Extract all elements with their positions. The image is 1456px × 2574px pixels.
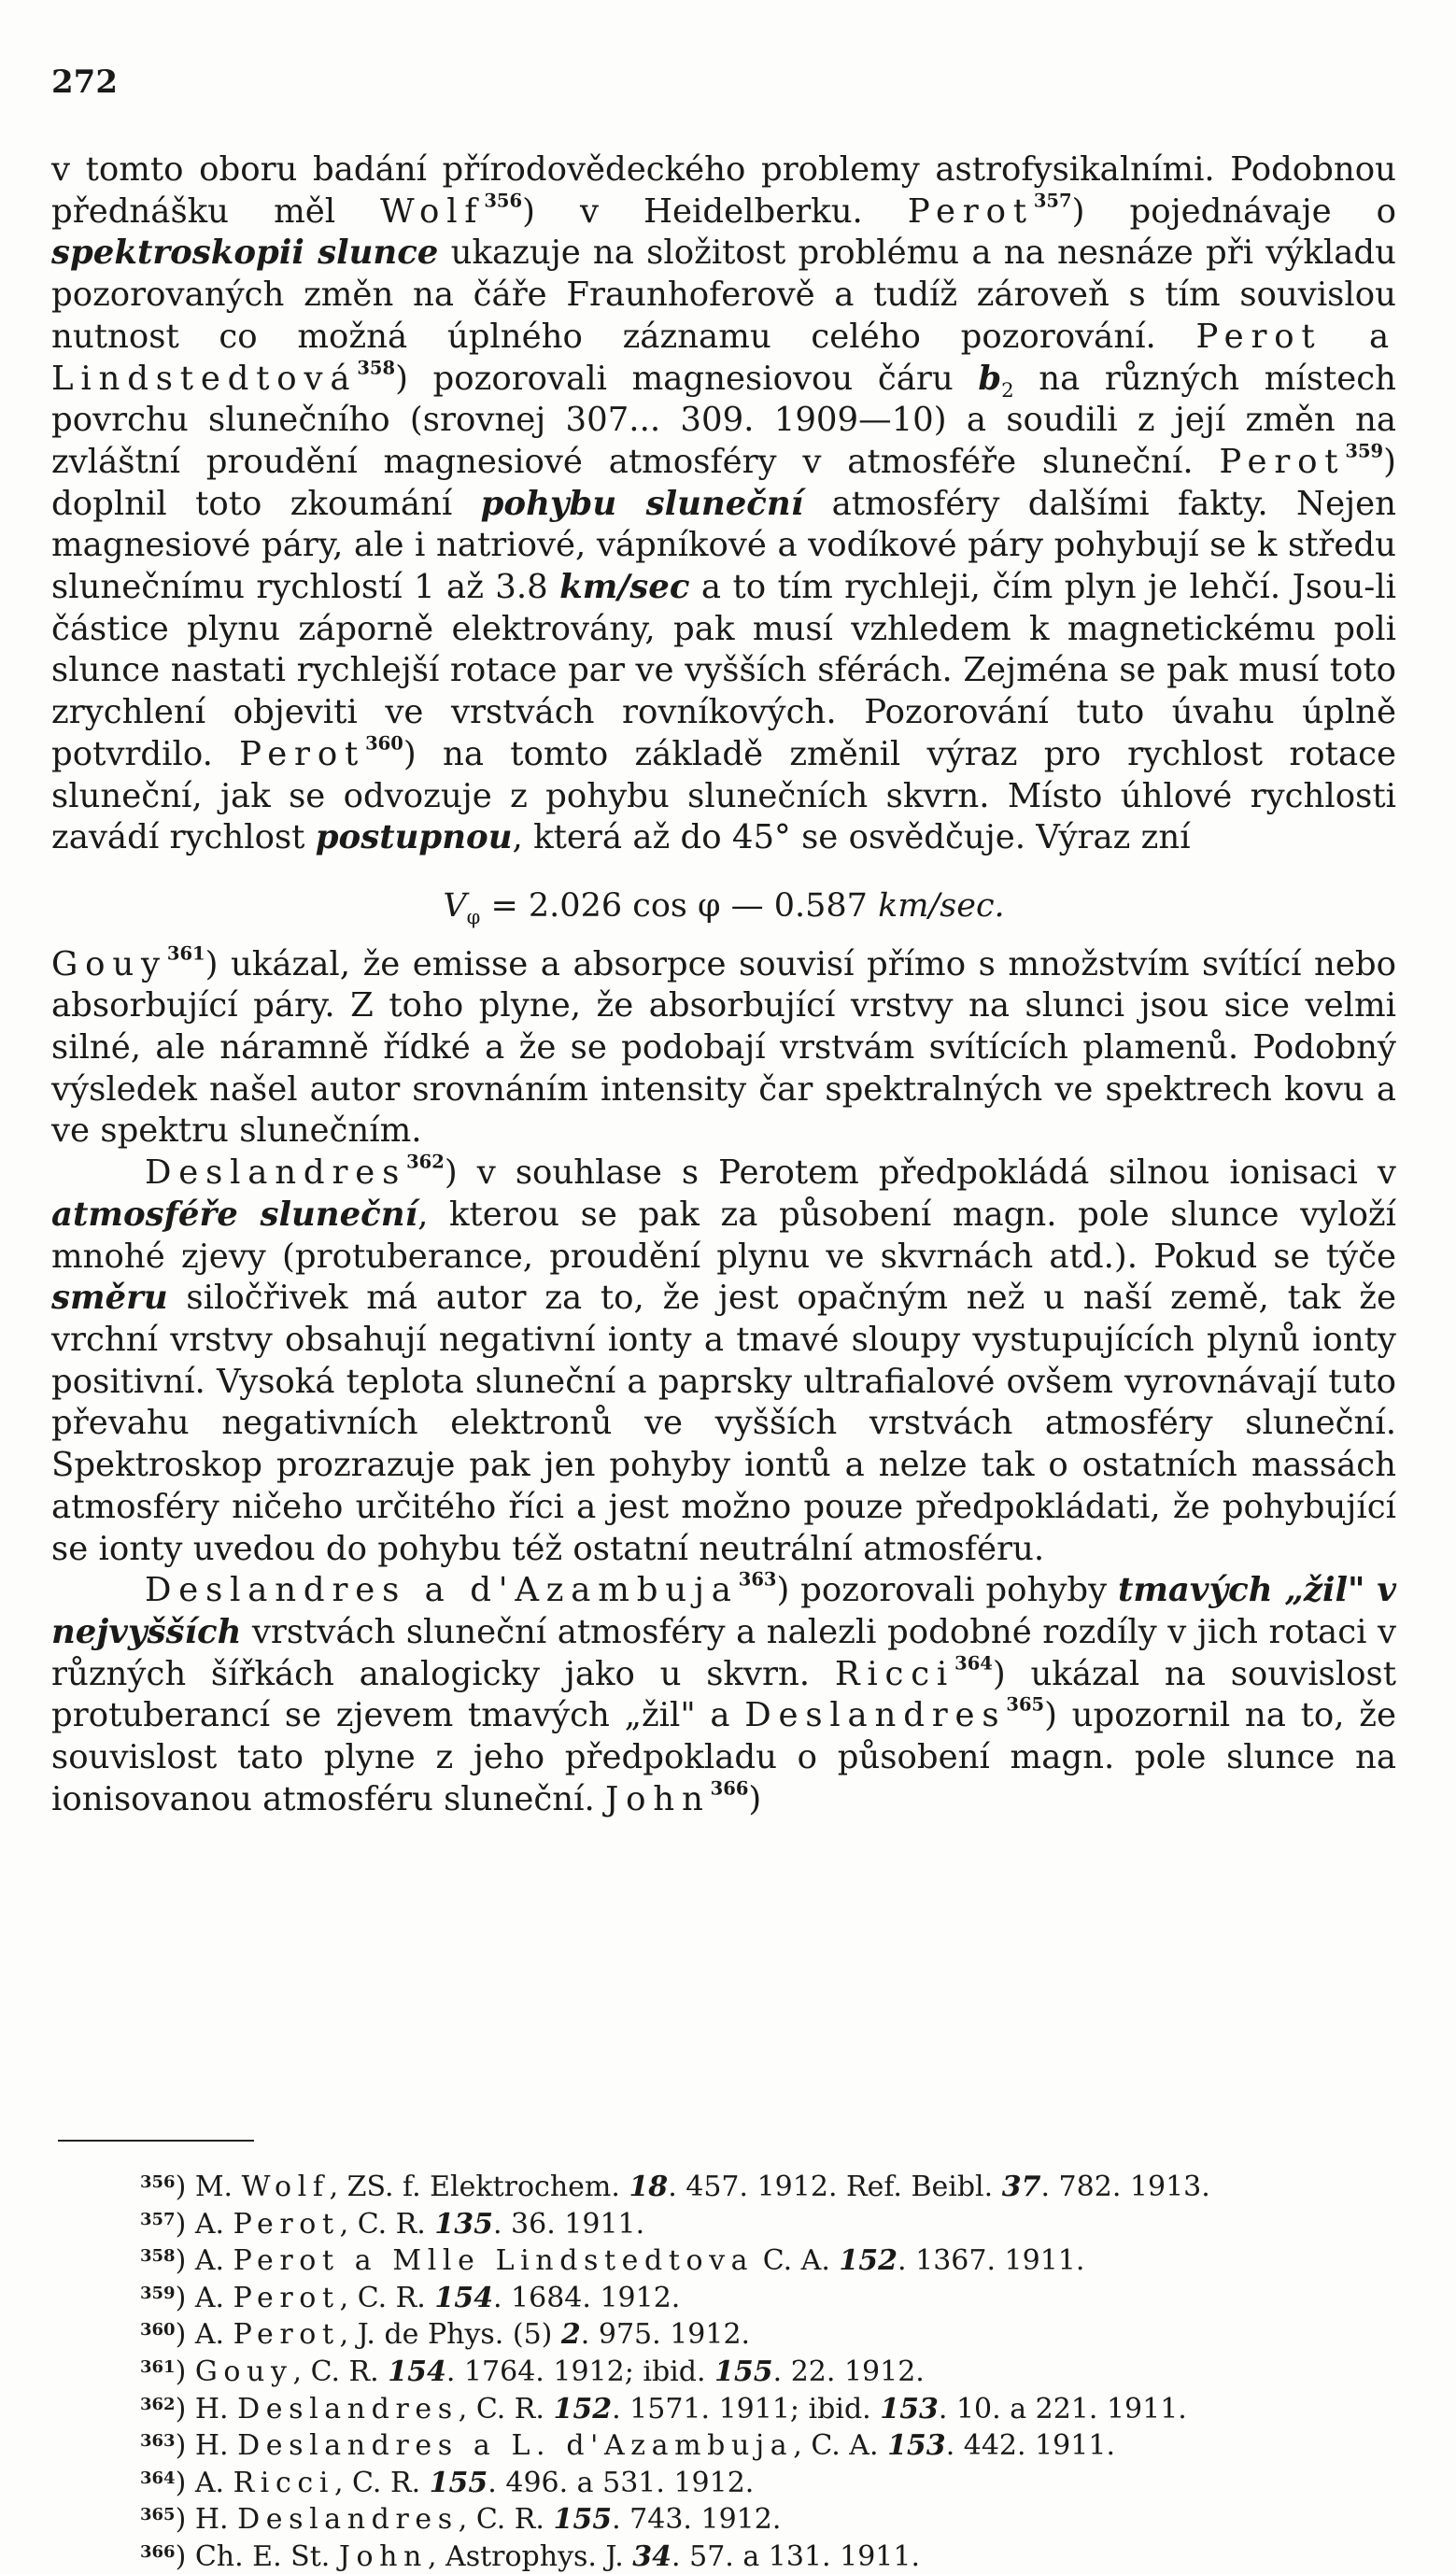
paragraph-3: Deslandres$^{362}$) v souhlase s Perotem předpokládá silnou ionisaci v atmosféře sluneční, kterou se pak za působení magn. pole slunce vyloží mnohé zjevy (protuberance, proudění plynu ve skvrnách atd.). Pokud se týče směru siločřivek má autor za to, že jest opačným než u naší země, tak že vrchní vrstvy obsahují negativní ionty a tmavé sloupy vystupujících plynů ionty positivní. Vysoká teplota sluneční a paprsky ultrafialové ovšem vyrovnávají tuto převahu negativních elektronů ve vyšších vrstvách atmosféry sluneční. Spektroskop prozrazuje pak jen pohyby iontů a nelze tak o ostatních massách atmosféry ničeho určitého říci a jest možno pouze předpokládati, že pohybující se ionty uvedou do pohybu též ostatní neutrální atmosféru. [51,1151,1396,1568]
author-name: Perot a Lindstedtová [51,317,1396,398]
formula: $V_\varphi = 2.026$ cos φ — 0.587 km/sec. [443,886,1005,928]
author-name: Perot [907,191,1034,231]
emphasis: směru [51,1279,168,1318]
author-name: Deslandres [145,1153,407,1193]
author-name: Gouy [51,944,167,983]
page-number: 272 [51,64,118,101]
emphasis: spektroskopii slunce [51,233,439,273]
footnote-ref: 365 [1006,1693,1045,1716]
footnote: $^{362}$) H. Deslandres, C. R. 152. 1571. 1911; ibid. 153. 10. a 221. 1911. [140,2392,1187,2426]
emphasis: tmavých „žil" v nejvyšších [51,1571,1396,1651]
author-name: Ricci [834,1654,955,1693]
footnote-ref: 364 [954,1652,993,1675]
footnote: $^{363}$) H. Deslandres a L. d'Azambuja, C. A. 153. 442. 1911. [140,2429,1115,2463]
author-name: Deslandres [744,1696,1007,1735]
footnote: $^{366}$) Ch. E. St. John, Astrophys. J. 34. 57. a 131. 1911. [140,2539,920,2573]
footnote-ref: 366 [710,1777,749,1800]
author-name: Deslandres a d'Azambuja [145,1571,739,1610]
footnote: $^{359}$) A. Perot, C. R. 154. 1684. 1912. [140,2281,681,2314]
author-name: Wolf [380,191,485,231]
author-name: Perot [1219,442,1346,481]
footnote: $^{361}$) Gouy, C. R. 154. 1764. 1912; ibid. 155. 22. 1912. [140,2355,925,2388]
emphasis: pohybu sluneční [480,484,804,523]
footnote-ref: 359 [1345,440,1384,462]
footnote: $^{364}$) A. Ricci, C. R. 155. 496. a 531. 1912. [140,2466,755,2499]
footnote-ref: 360 [365,732,403,755]
footnote-ref: 363 [738,1568,777,1591]
footnote-separator [58,2140,254,2142]
footnote: $^{360}$) A. Perot, J. de Phys. (5) 2. 975. 1912. [140,2318,751,2352]
footnote: $^{357}$) A. Perot, C. R. 135. 36. 1911. [140,2207,645,2241]
author-name: John [605,1779,711,1818]
paragraph-4: Deslandres a d'Azambuja$^{363}$) pozorovali pohyby tmavých „žil" v nejvyšších vrstvách sluneční atmosféry a nalezli podobné rozdíly v jich rotaci v různých šířkách analogicky jako u skvrn. Ricci$^{364}$) ukázal na souvislost protuberancí se zjevem tmavých „žil" a Deslandres$^{365}$) upozornil na to, že souvislost tato plyne z jeho předpokladu o působení magn. pole slunce na ionisovanou atmosféru sluneční. John$^{366}$) [51,1568,1396,1818]
footnotes [140,2167,1410,2574]
footnote: $^{358}$) A. Perot a Mlle Lindstedtova C. A. 152. 1367. 1911. [140,2244,1085,2278]
unit: km/sec [559,568,690,607]
emphasis: postupnou [315,818,513,857]
footnote-ref: 357 [1033,190,1072,212]
symbol: b [978,359,1002,398]
main-text [51,149,1396,1820]
footnote-ref: 361 [166,942,205,965]
footnote-ref: 356 [484,190,523,212]
footnote: $^{365}$) H. Deslandres, C. R. 155. 743. 1912. [140,2503,782,2537]
footnote: $^{356}$) M. Wolf, ZS. f. Elektrochem. 18. 457. 1912. Ref. Beibl. 37. 782. 1913. [140,2171,1210,2203]
paragraph-2: Gouy$^{361}$) ukázal, že emisse a absorpce souvisí přímo s množstvím svítící nebo absorbující páry. Z toho plyne, že absorbující vrstvy na slunci jsou sice velmi silné, ale náramně řídké a že se podobají vrstvám svítících plamenů. Podobný výsledek našel autor srovnáním intensity čar spektralných ve spektrech kovu a ve spektru slunečním. [51,942,1396,1151]
emphasis: atmosféře sluneční [51,1195,418,1234]
author-name: Perot [239,734,366,773]
footnote-ref: 362 [406,1151,445,1173]
paragraph-1: v tomto oboru badání přírodovědeckého problemy astrofysikalními. Podobnou přednášku měl Wolf$^{356}$) v Heidelberku. Perot$^{357}$) pojednávaje o spektroskopii slunce ukazuje na složitost problému a na nesnáze při výkladu pozorovaných změn na čáře Fraunhoferově a tudíž zároveň s tím souvislou nutnost co možná úplného záznamu celého pozorování. Perot a Lindstedtová$^{358}$) pozorovali magnesiovou čáru $b_2$ na různých místech povrchu slunečního (srovnej 307... 309. 1909—10) a soudili z její změn na zvláštní proudění magnesiové atmosféry v atmosféře sluneční. Perot$^{359}$) doplnil toto zkoumání pohybu sluneční atmosféry dalšími fakty. Nejen magnesiové páry, ale i natriové, vápníkové a vodíkové páry pohybují se k středu slunečnímu rychlostí 1 až 3.8 km/sec a to tím rychleji, čím plyn je lehčí. Jsou-li částice plynu záporně elektrovány, pak musí vzhledem k magnetickému poli slunce nastati rychlejší rotace par ve vyšších sférách. Zejména se pak musí toto zrychlení objeviti ve vrstvách rovníkových. Pozorování tuto úvahu úplně potvrdilo. Perot$^{360}$) na tomto základě změnil výraz pro rychlost rotace sluneční, jak se odvozuje z pohybu slunečních skvrn. Místo úhlové rychlosti zavádí rychlost postupnou, která až do 45° se osvědčuje. Výraz zní [51,150,1397,857]
footnote-ref: 358 [357,356,396,378]
